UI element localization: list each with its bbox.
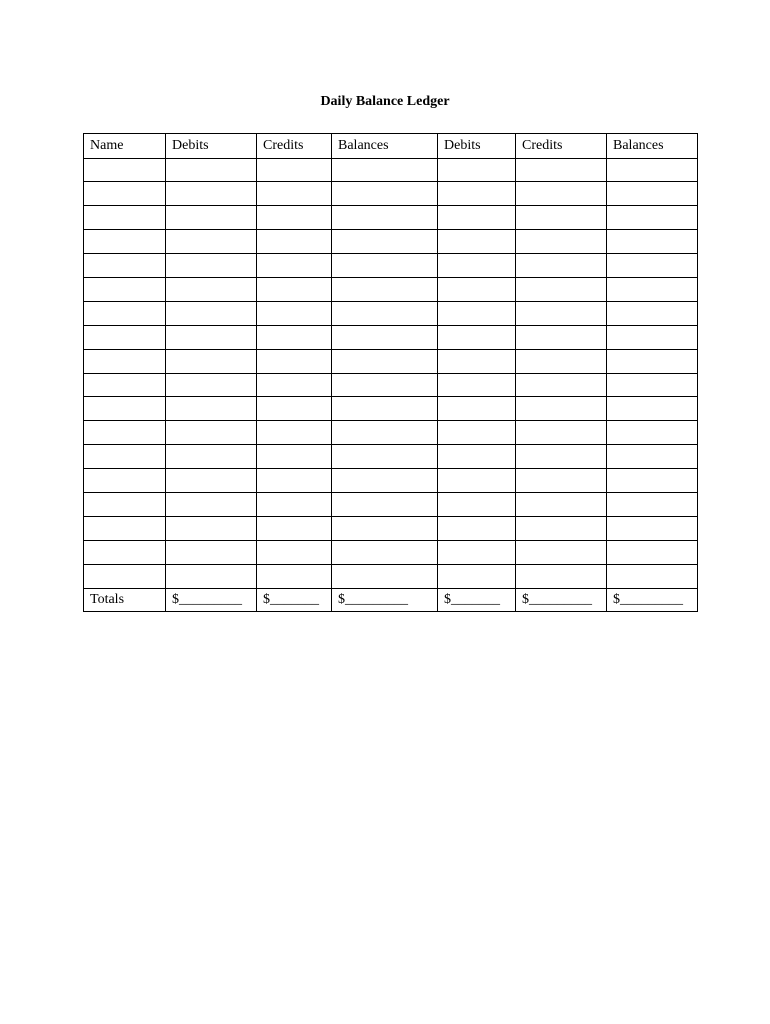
credits-cell[interactable] — [257, 373, 332, 397]
balances-cell[interactable] — [332, 230, 438, 254]
name-cell[interactable] — [84, 277, 166, 301]
credits-cell[interactable] — [257, 540, 332, 564]
debits-cell[interactable] — [166, 564, 257, 588]
balances-2-cell[interactable] — [607, 349, 698, 373]
balances-2-cell[interactable] — [607, 230, 698, 254]
column-header-debits-2: Debits — [438, 134, 516, 159]
debits-2-cell[interactable] — [438, 564, 516, 588]
table-row — [84, 397, 698, 421]
credits-2-cell[interactable] — [516, 254, 607, 278]
name-cell[interactable] — [84, 421, 166, 445]
credits-2-cell[interactable] — [516, 182, 607, 206]
name-cell[interactable] — [84, 301, 166, 325]
table-row — [84, 540, 698, 564]
table-row — [84, 254, 698, 278]
debits-2-cell[interactable] — [438, 206, 516, 230]
credits-cell[interactable] — [257, 421, 332, 445]
debits-cell[interactable] — [166, 516, 257, 540]
table-row — [84, 182, 698, 206]
credits-cell[interactable] — [257, 445, 332, 469]
name-cell[interactable] — [84, 182, 166, 206]
totals-credits-blank[interactable]: $_______ — [257, 588, 332, 612]
debits-2-cell[interactable] — [438, 277, 516, 301]
name-cell[interactable] — [84, 492, 166, 516]
name-cell[interactable] — [84, 230, 166, 254]
balances-2-cell[interactable] — [607, 492, 698, 516]
balances-2-cell[interactable] — [607, 540, 698, 564]
balances-cell[interactable] — [332, 445, 438, 469]
debits-cell[interactable] — [166, 469, 257, 493]
totals-balances-blank[interactable]: $_________ — [332, 588, 438, 612]
debits-2-cell[interactable] — [438, 421, 516, 445]
table-row — [84, 421, 698, 445]
name-cell[interactable] — [84, 325, 166, 349]
balances-2-cell[interactable] — [607, 516, 698, 540]
balances-cell[interactable] — [332, 206, 438, 230]
balances-2-cell[interactable] — [607, 277, 698, 301]
balances-cell[interactable] — [332, 301, 438, 325]
totals-row — [84, 588, 698, 612]
credits-2-cell[interactable] — [516, 492, 607, 516]
debits-cell[interactable] — [166, 254, 257, 278]
ledger-table — [83, 133, 698, 612]
name-cell[interactable] — [84, 254, 166, 278]
credits-cell[interactable] — [257, 325, 332, 349]
credits-2-cell[interactable] — [516, 445, 607, 469]
debits-cell[interactable] — [166, 325, 257, 349]
balances-cell[interactable] — [332, 254, 438, 278]
table-row — [84, 516, 698, 540]
credits-2-cell[interactable] — [516, 516, 607, 540]
credits-2-cell[interactable] — [516, 469, 607, 493]
balances-2-cell[interactable] — [607, 325, 698, 349]
debits-cell[interactable] — [166, 397, 257, 421]
credits-cell[interactable] — [257, 254, 332, 278]
balances-cell[interactable] — [332, 158, 438, 182]
table-row — [84, 373, 698, 397]
table-row — [84, 349, 698, 373]
debits-2-cell[interactable] — [438, 469, 516, 493]
credits-2-cell[interactable] — [516, 325, 607, 349]
name-cell[interactable] — [84, 564, 166, 588]
credits-cell[interactable] — [257, 349, 332, 373]
name-cell[interactable] — [84, 206, 166, 230]
balances-2-cell[interactable] — [607, 397, 698, 421]
debits-cell[interactable] — [166, 277, 257, 301]
credits-cell[interactable] — [257, 516, 332, 540]
debits-cell[interactable] — [166, 445, 257, 469]
credits-2-cell[interactable] — [516, 277, 607, 301]
name-cell[interactable] — [84, 540, 166, 564]
balances-cell[interactable] — [332, 325, 438, 349]
credits-2-cell[interactable] — [516, 349, 607, 373]
totals-debits-2-blank[interactable]: $_______ — [438, 588, 516, 612]
table-row — [84, 277, 698, 301]
column-header-credits-2: Credits — [516, 134, 607, 159]
credits-2-cell[interactable] — [516, 564, 607, 588]
debits-2-cell[interactable] — [438, 325, 516, 349]
name-cell[interactable] — [84, 469, 166, 493]
debits-cell[interactable] — [166, 373, 257, 397]
table-row — [84, 469, 698, 493]
balances-2-cell[interactable] — [607, 373, 698, 397]
balances-2-cell[interactable] — [607, 421, 698, 445]
credits-cell[interactable] — [257, 206, 332, 230]
name-cell[interactable] — [84, 397, 166, 421]
table-row — [84, 230, 698, 254]
debits-cell[interactable] — [166, 206, 257, 230]
table-row — [84, 325, 698, 349]
debits-cell[interactable] — [166, 158, 257, 182]
balances-cell[interactable] — [332, 397, 438, 421]
debits-2-cell[interactable] — [438, 230, 516, 254]
name-cell[interactable] — [84, 373, 166, 397]
table-row — [84, 301, 698, 325]
table-row — [84, 445, 698, 469]
credits-2-cell[interactable] — [516, 301, 607, 325]
debits-2-cell[interactable] — [438, 516, 516, 540]
credits-2-cell[interactable] — [516, 397, 607, 421]
balances-2-cell[interactable] — [607, 469, 698, 493]
debits-2-cell[interactable] — [438, 492, 516, 516]
header-row — [84, 134, 698, 159]
name-cell[interactable] — [84, 158, 166, 182]
credits-cell[interactable] — [257, 301, 332, 325]
credits-2-cell[interactable] — [516, 540, 607, 564]
balances-cell[interactable] — [332, 540, 438, 564]
totals-balances-2-blank[interactable]: $_________ — [607, 588, 698, 612]
debits-cell[interactable] — [166, 540, 257, 564]
debits-cell[interactable] — [166, 182, 257, 206]
debits-2-cell[interactable] — [438, 254, 516, 278]
debits-2-cell[interactable] — [438, 301, 516, 325]
credits-cell[interactable] — [257, 277, 332, 301]
debits-2-cell[interactable] — [438, 540, 516, 564]
debits-cell[interactable] — [166, 492, 257, 516]
table-row — [84, 158, 698, 182]
column-header-debits: Debits — [166, 134, 257, 159]
debits-2-cell[interactable] — [438, 182, 516, 206]
credits-cell[interactable] — [257, 182, 332, 206]
credits-2-cell[interactable] — [516, 373, 607, 397]
balances-cell[interactable] — [332, 349, 438, 373]
ledger-body — [84, 158, 698, 588]
credits-2-cell[interactable] — [516, 421, 607, 445]
balances-2-cell[interactable] — [607, 564, 698, 588]
debits-cell[interactable] — [166, 421, 257, 445]
balances-cell[interactable] — [332, 182, 438, 206]
balances-cell[interactable] — [332, 492, 438, 516]
credits-cell[interactable] — [257, 158, 332, 182]
column-header-credits: Credits — [257, 134, 332, 159]
credits-2-cell[interactable] — [516, 230, 607, 254]
name-cell[interactable] — [84, 516, 166, 540]
credits-cell[interactable] — [257, 230, 332, 254]
column-header-name: Name — [84, 134, 166, 159]
credits-cell[interactable] — [257, 564, 332, 588]
column-header-balances: Balances — [332, 134, 438, 159]
balances-cell[interactable] — [332, 277, 438, 301]
credits-cell[interactable] — [257, 492, 332, 516]
table-row — [84, 206, 698, 230]
debits-2-cell[interactable] — [438, 397, 516, 421]
column-header-balances-2: Balances — [607, 134, 698, 159]
balances-cell[interactable] — [332, 564, 438, 588]
balances-2-cell[interactable] — [607, 182, 698, 206]
table-row — [84, 564, 698, 588]
debits-cell[interactable] — [166, 349, 257, 373]
debits-cell[interactable] — [166, 230, 257, 254]
totals-label: Totals — [84, 588, 166, 612]
table-row — [84, 492, 698, 516]
credits-cell[interactable] — [257, 469, 332, 493]
name-cell[interactable] — [84, 445, 166, 469]
balances-2-cell[interactable] — [607, 158, 698, 182]
debits-2-cell[interactable] — [438, 349, 516, 373]
credits-2-cell[interactable] — [516, 206, 607, 230]
balances-2-cell[interactable] — [607, 254, 698, 278]
balances-cell[interactable] — [332, 373, 438, 397]
balances-cell[interactable] — [332, 469, 438, 493]
credits-cell[interactable] — [257, 397, 332, 421]
debits-2-cell[interactable] — [438, 373, 516, 397]
balances-2-cell[interactable] — [607, 445, 698, 469]
totals-debits-blank[interactable]: $_________ — [166, 588, 257, 612]
balances-cell[interactable] — [332, 421, 438, 445]
balances-2-cell[interactable] — [607, 206, 698, 230]
balances-2-cell[interactable] — [607, 301, 698, 325]
balances-cell[interactable] — [332, 516, 438, 540]
page-title: Daily Balance Ledger — [320, 94, 450, 109]
debits-2-cell[interactable] — [438, 445, 516, 469]
name-cell[interactable] — [84, 349, 166, 373]
totals-credits-2-blank[interactable]: $_________ — [516, 588, 607, 612]
debits-2-cell[interactable] — [438, 158, 516, 182]
credits-2-cell[interactable] — [516, 158, 607, 182]
debits-cell[interactable] — [166, 301, 257, 325]
